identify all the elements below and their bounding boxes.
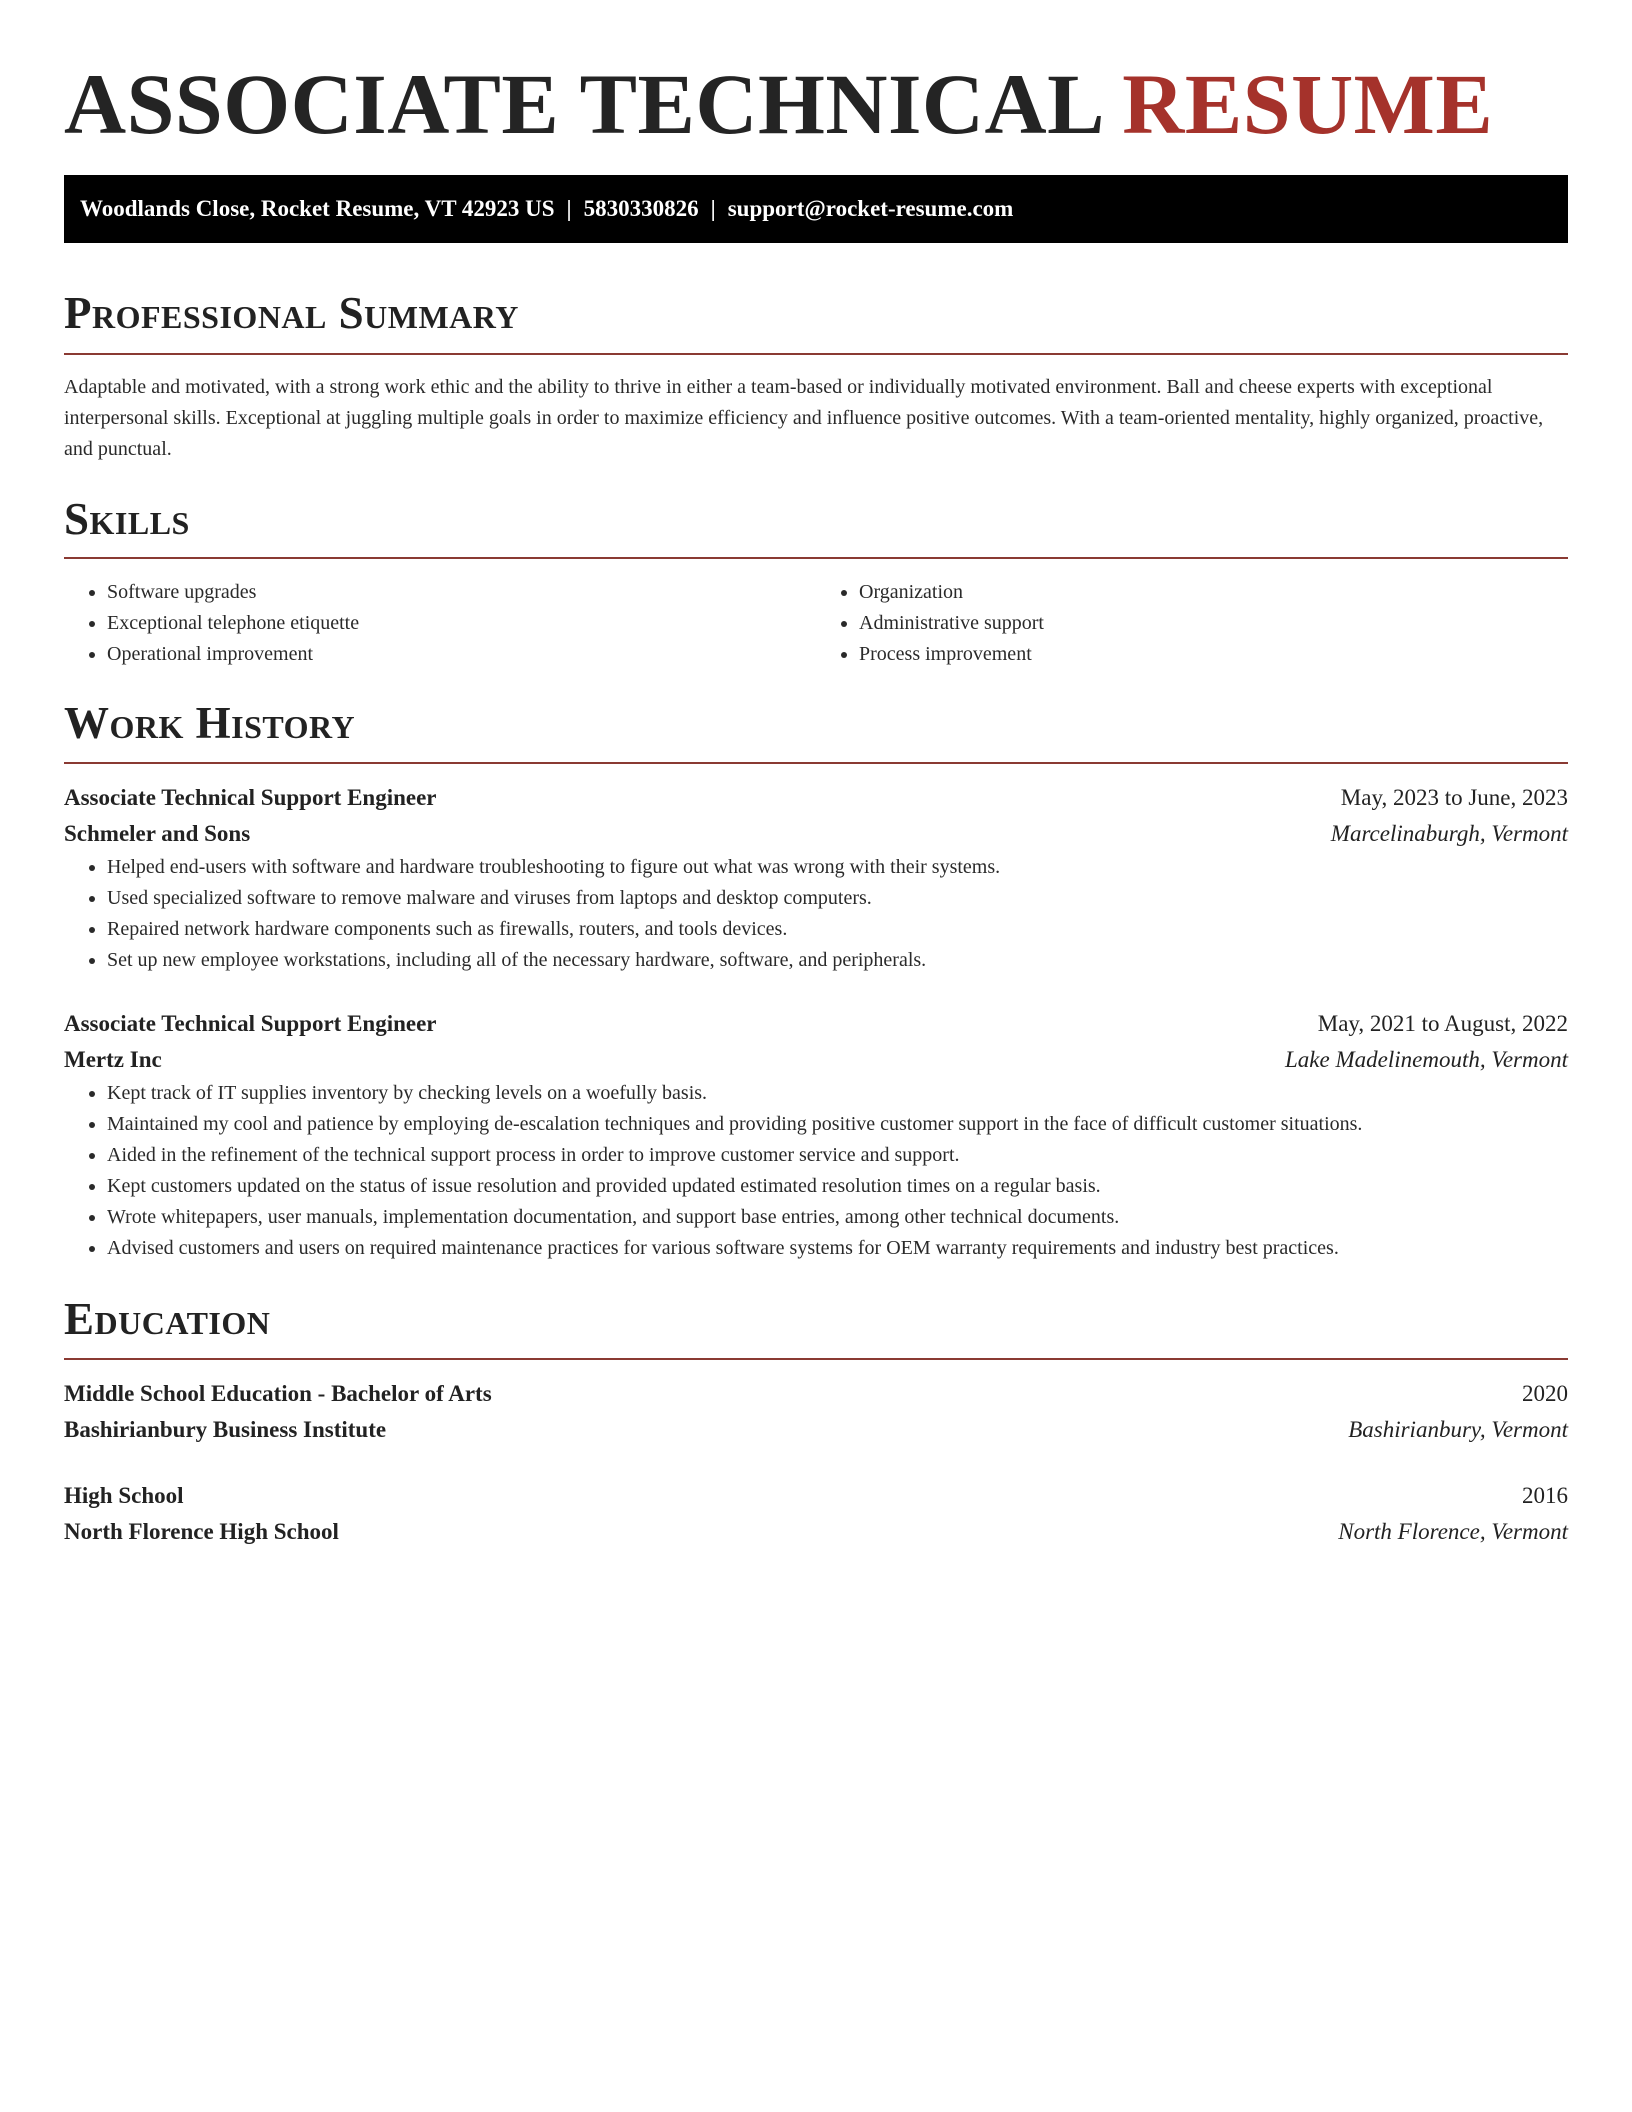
job-company-row (64, 1042, 1568, 1078)
education-location: North Florence, Vermont (1338, 1519, 1568, 1544)
job-location: Marcelinaburgh, Vermont (1330, 821, 1568, 846)
section-divider (64, 1358, 1568, 1360)
title-main: ASSOCIATE TECHNICAL (64, 56, 1101, 152)
job-header-row (64, 1006, 1568, 1042)
job-bullet: • Maintained my cool and patience by employing de-escalation techniques and providing positive customer support in the face of difficult customer situations. (107, 1109, 1568, 1140)
skills-grid (64, 577, 1568, 670)
job-dates: May, 2023 to June, 2023 (1340, 785, 1568, 810)
skill-item: • Exceptional telephone etiquette (107, 608, 816, 639)
skills-list-left (64, 577, 816, 670)
summary-text: Adaptable and motivated, with a strong work ethic and the ability to thrive in either a team-based or individually motivated environment. Ball and cheese experts with exceptional interpersonal skills. Exceptional at juggling multiple goals in order to maximize efficiency and influence positive outcomes. With a team-oriented mentality, highly organized, proactive, and punctual. (64, 376, 1544, 460)
job-title: Associate Technical Support Engineer (64, 1011, 437, 1036)
job-title: Associate Technical Support Engineer (64, 785, 437, 810)
job-entry (64, 1006, 1568, 1264)
job-company-row (64, 816, 1568, 852)
skill-item: • Operational improvement (107, 639, 816, 670)
job-header-row (64, 780, 1568, 816)
skills-heading: Skills (64, 494, 190, 544)
job-dates: May, 2021 to August, 2022 (1317, 1011, 1568, 1036)
job-company: Mertz Inc (64, 1047, 162, 1072)
section-divider (64, 762, 1568, 764)
job-company: Schmeler and Sons (64, 821, 251, 846)
education-degree: Middle School Education - Bachelor of Arts (64, 1381, 492, 1406)
education-school-row (64, 1514, 1568, 1550)
education-year: 2020 (1522, 1381, 1568, 1406)
job-bullet: • Kept customers updated on the status of issue resolution and provided updated estimated resolution times on a regular basis. (107, 1171, 1568, 1202)
summary-heading: Professional Summary (64, 288, 519, 338)
education-location: Bashirianbury, Vermont (1348, 1417, 1568, 1442)
job-bullets (64, 1078, 1568, 1264)
contact-email[interactable]: support@rocket-resume.com (727, 196, 1014, 221)
education-entry (64, 1376, 1568, 1448)
education-school: North Florence High School (64, 1519, 339, 1544)
job-bullet: • Wrote whitepapers, user manuals, implementation documentation, and support base entries, among other technical documents. (107, 1202, 1568, 1233)
contact-separator: | (710, 196, 716, 221)
job-bullets (64, 852, 1568, 976)
resume-title (64, 0, 1568, 156)
skill-item: • Organization (859, 577, 1568, 608)
job-bullet: • Aided in the refinement of the technical support process in order to improve customer service and support. (107, 1140, 1568, 1171)
education-school: Bashirianbury Business Institute (64, 1417, 387, 1442)
education-degree: High School (64, 1483, 184, 1508)
job-bullet: • Kept track of IT supplies inventory by checking levels on a woefully basis. (107, 1078, 1568, 1109)
skill-item: • Process improvement (859, 639, 1568, 670)
education-heading: Education (64, 1294, 271, 1344)
job-bullet: • Set up new employee workstations, including all of the necessary hardware, software, and peripherals. (107, 945, 1568, 976)
education-entry (64, 1478, 1568, 1550)
contact-phone: 5830330826 (583, 196, 699, 221)
job-bullet: • Advised customers and users on required maintenance practices for various software systems for OEM warranty requirements and industry best practices. (107, 1233, 1568, 1264)
education-year: 2016 (1522, 1483, 1568, 1508)
education-header-row (64, 1478, 1568, 1514)
job-bullet: • Helped end-users with software and hardware troubleshooting to figure out what was wrong with their systems. (107, 852, 1568, 883)
skill-item: • Administrative support (859, 608, 1568, 639)
section-divider (64, 353, 1568, 355)
contact-bar (64, 175, 1568, 243)
education-header-row (64, 1376, 1568, 1412)
skills-list-right (816, 577, 1568, 670)
job-bullet: • Used specialized software to remove malware and viruses from laptops and desktop computers. (107, 883, 1568, 914)
education-school-row (64, 1412, 1568, 1448)
work-heading: Work History (64, 698, 356, 748)
contact-address: Woodlands Close, Rocket Resume, VT 42923 US (80, 196, 555, 221)
contact-separator: | (566, 196, 572, 221)
job-location: Lake Madelinemouth, Vermont (1285, 1047, 1568, 1072)
job-entry (64, 780, 1568, 976)
skill-item: • Software upgrades (107, 577, 816, 608)
section-divider (64, 557, 1568, 559)
title-accent: RESUME (1122, 56, 1494, 152)
job-bullet: • Repaired network hardware components such as firewalls, routers, and tools devices. (107, 914, 1568, 945)
